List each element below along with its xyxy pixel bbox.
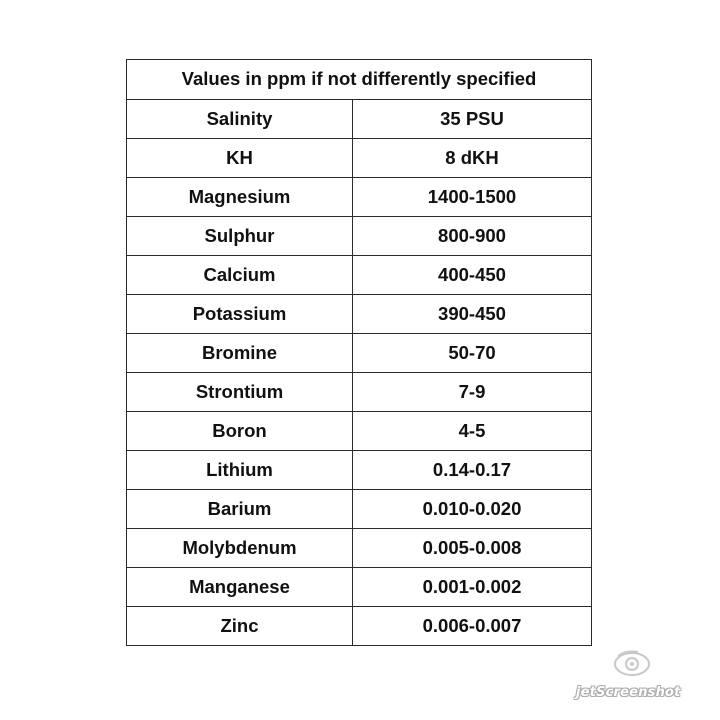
value-cell: 800-900 [353,217,592,256]
value-cell: 0.14-0.17 [353,451,592,490]
table-row [127,412,592,451]
watermark-text: jetScreenshot [576,685,681,700]
camera-swirl-icon [612,648,652,683]
parameter-cell: Boron [127,412,353,451]
table-row [127,100,592,139]
parameter-cell: Lithium [127,451,353,490]
value-cell: 400-450 [353,256,592,295]
value-cell: 4-5 [353,412,592,451]
table-row [127,490,592,529]
value-cell: 35 PSU [353,100,592,139]
values-table [126,59,592,646]
table-row [127,373,592,412]
value-cell: 0.001-0.002 [353,568,592,607]
table-row [127,568,592,607]
parameter-cell: Barium [127,490,353,529]
value-cell: 7-9 [353,373,592,412]
table-header: Values in ppm if not differently specified [127,60,592,100]
table-row [127,256,592,295]
value-cell: 0.006-0.007 [353,607,592,646]
watermark [576,648,696,700]
table-row [127,295,592,334]
parameter-cell: Calcium [127,256,353,295]
value-cell: 0.005-0.008 [353,529,592,568]
parameter-cell: Strontium [127,373,353,412]
parameter-cell: Zinc [127,607,353,646]
parameter-cell: Sulphur [127,217,353,256]
table-row [127,334,592,373]
parameter-cell: Salinity [127,100,353,139]
table-header-row [127,60,592,100]
parameter-cell: Molybdenum [127,529,353,568]
table-row [127,178,592,217]
value-cell: 8 dKH [353,139,592,178]
table-row [127,529,592,568]
parameter-cell: Magnesium [127,178,353,217]
table-row [127,607,592,646]
table-row [127,217,592,256]
table-row [127,139,592,178]
table-row [127,451,592,490]
parameter-cell: Manganese [127,568,353,607]
parameter-cell: KH [127,139,353,178]
value-cell: 50-70 [353,334,592,373]
parameter-cell: Bromine [127,334,353,373]
value-cell: 0.010-0.020 [353,490,592,529]
parameter-cell: Potassium [127,295,353,334]
values-table-body [127,60,592,646]
value-cell: 390-450 [353,295,592,334]
value-cell: 1400-1500 [353,178,592,217]
